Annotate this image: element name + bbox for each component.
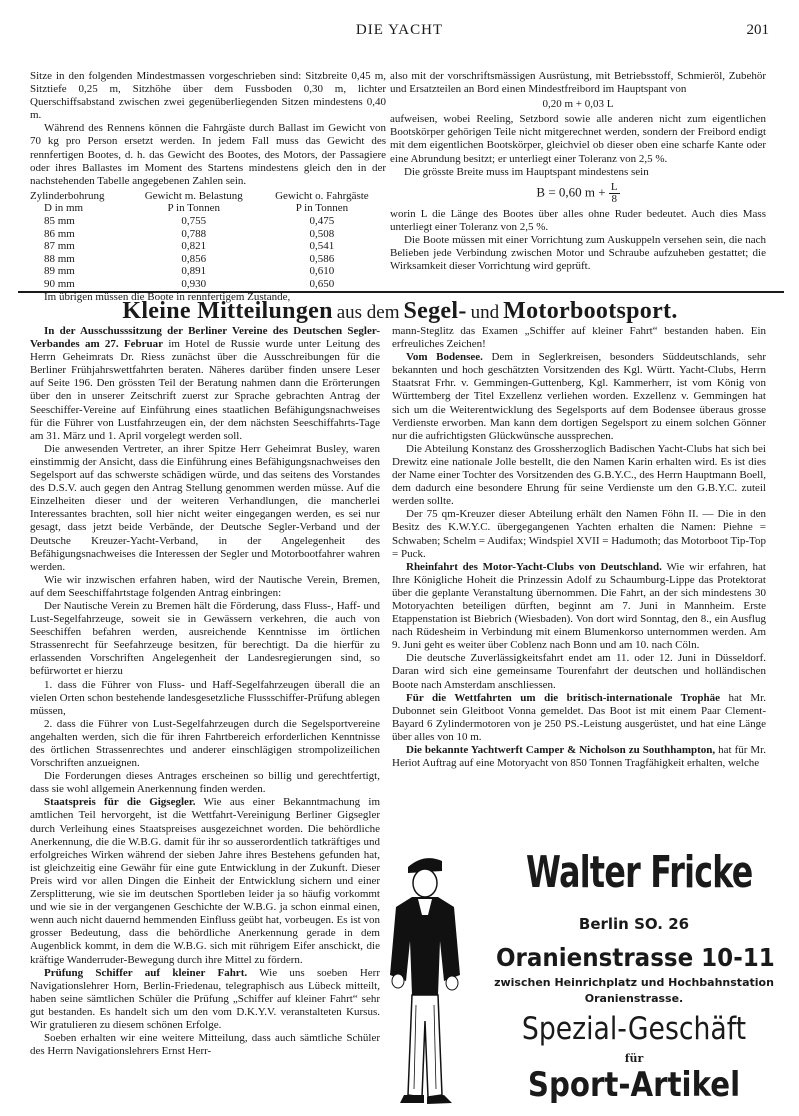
table-header-row [30,190,386,203]
table-cell: 0,586 [309,252,335,265]
paragraph: Die anwesenden Vertreter, an ihrer Spitze Herr Geheimrat Busley, waren einstimmig der Ansicht, dass die Einführung eines Befähigungsnachweises den Segelsport auf das schwerste schädigen würde, und das seitens des Vorstandes des D.S.V. auch gegen den Antrag Stellung genommen werden müsse. Auf die Einzelheiten dieser und der weiteren Verhandlungen, die mancherlei Interessantes brachten, soll hier nicht weiter eingegangen werden, es sei nur gesagt, dass jetzt beide Verbände, der Deutsche Segler-Verband und der Deutsche Kreuzer-Yacht-Verband, in der Angelegenheit des Befähigungsnachweises die Interessen der Segler und Motorbootfahrer wahren werden. [30,442,380,573]
paragraph-text: im Hotel de Russie wurde unter Leitung des Herrn Geheimrats Dr. Riess zunächst über die Ausschreibungen für die Berliner Frühjahrswettfahrten beraten. Näheres darüber finden unsere Leser auf Seite 196. Den grössten Teil der Beratung nahmen dann die Erörterungen über den in unserer Zeitschrift zuerst zur Sprache gebrachten Antrag der Seeschiffer-Vereine auf Einführung eines staatlichen Befähigungsnachweises für die Führer von Lustfahrzeugen ein, der dem nächsten Seeschiffahrts-Tage am 31. März und 1. April vorgelegt werden soll. [30,338,380,442]
weight-table [30,190,386,291]
paragraph: Wie wir inzwischen erfahren haben, wird der Nautische Verein, Bremen, auf dem Seeschiffahrtstage folgenden Antrag einbringen: [30,573,380,599]
paragraph: Während des Rennens können die Fahrgäste durch Ballast im Gewicht von 70 kg pro Person ersetzt werden. In jedem Fall muss das Gewicht des rennfertigen Bootes, d. h. das Gewicht des Bootes, des Motors, der Passagiere oder ihres Ballastes im Moment des Startens mindestens gleich den in der nachstehenden Tabelle angegebenen Zahlen sein. [30,122,386,187]
news-right-column [392,325,766,770]
table-row [30,278,386,291]
paragraph: Die Boote müssen mit einer Vorrichtung zum Auskuppeln versehen sein, die nach Belieben jede Verbindung zwischen Motor und Schraube aufzuheben gestattet; die Wirksamkeit dieser Vorrichtung wird geprüft. [390,233,766,273]
paragraph [392,692,766,744]
table-cell: 85 mm [44,215,75,228]
page-header [0,22,799,44]
advert-street: Oranienstrasse 10-11 [496,943,775,972]
paragraph: Die Forderungen dieses Antrages erscheinen so billig und gerechtfertigt, dass sie wohl allgemein Anerkennung finden werden. [30,770,380,796]
heading-part: Motorbootsport. [503,298,678,324]
paragraph-text: Wie uns soeben Herr Navigationslehrer Horn, Berlin-Friedenau, telegraphisch aus Lübeck mitteilt, haben seine sämtlichen Schüler die Prüfung „Schiffer auf kleiner Fahrt“ sehr gut bestanden. Es handelt sich um den vom D.K.Y.V. veranstalteten Kursus. Wir gratulieren zu diesem schönen Erfolge. [30,966,380,1031]
advert-goods: Sport-Artikel [527,1065,741,1105]
table-cell: 0,475 [309,215,335,228]
table-cell: 87 mm [44,240,75,253]
lead-in: In der Ausschusssitzung der Berliner Vereine des Deutschen Segler-Verbandes am 27. Februar [30,325,380,351]
paragraph: Die grösste Breite muss im Hauptspant mindestens sein [404,165,649,178]
advert-fuer: für [624,1052,644,1065]
paragraph-text: hat für Mr. Heriot Auftrag auf eine Motoryacht von 850 Tonnen Tragfähigkeit erhalten, welche [392,744,766,770]
advert-city: Berlin SO. 26 [578,915,690,933]
table-cell: 89 mm [44,265,75,278]
paragraph: Im übrigen müssen die Boote in rennfertigem Zustande, [44,290,291,303]
table-header: Gewicht m. Belastung [144,189,243,202]
advertisement [372,843,784,1116]
paragraph: Die deutsche Zuverlässigkeitsfahrt endet am 11. oder 12. Juni in Düsseldorf. Daran wird sich eine gemeinsame Tourenfahrt der deutschen und holländischen Boote nach Amsterdam anschliessen. [392,652,766,691]
section-heading [30,298,770,325]
table-cell: 0,856 [181,252,207,265]
paragraph: Sitze in den folgenden Mindestmassen vorgeschrieben sind: Sitzbreite 0,45 m, Sitztiefe 0,25 m, Sitzhöhe über dem Fussboden 0,30 m, lichter Querschiffsabstand zwischen zwei gegenüberliegenden Sitzen mindestens 0,40 m. [30,70,386,122]
lead-in: Vom Bodensee. [406,351,483,364]
paragraph: 2. dass die Führer von Lust-Segelfahrzeugen durch die Segelsportvereine angehalten werden, sich die für ihren Fahrtbereich erforderlichen Kenntnisse des örtlichen Strassenrechtes und anderer einschlägigen strompolizeilichen Vorschriften anzueignen. [30,717,380,770]
table-cell: 86 mm [44,227,75,240]
table-subheader-row [30,202,386,215]
paragraph-text: Dem in Seglerkreisen, besonders Süddeutschlands, sehr bekannten und hoch geschätzten Vorsitzenden des Kgl. Württ. Yacht-Clubs, Herrn Staatsrat Frhr. v. Gemmingen-Guttenberg, Kgl. Kammerherr, ist vom König von Württemberg der Titel Exzellenz verliehen worden. Exzellenz v. Gemmingen hat sich um die Weiterentwicklung des Segelsports auf dem Bodensee überaus grosse Verdienste erworben. Man kann dem dortigen Segelsport zu einem solchen Gönner nur die aufrichtigsten Glückwünsche aussprechen. [392,351,766,442]
table-subheader: P in Tonnen [295,202,349,215]
table-row [30,265,386,278]
table-header: Gewicht o. Fahrgäste [275,189,369,202]
paragraph: 1. dass die Führer von Fluss- und Haff-Segelfahrzeugen überall die an vielen Orten schon bestehende landesgesetzliche Flussschiffer-Prüfung ablegen müssen, [30,678,380,717]
table-cell: 0,650 [309,278,335,290]
table-cell: 0,508 [309,227,335,240]
table-row [30,253,386,266]
lead-in: Staatspreis für die Gigsegler. [44,796,196,809]
table-cell: 0,788 [181,227,207,240]
table-cell: 0,930 [181,278,207,290]
table-row [30,228,386,241]
paragraph-text: Wie wir erfahren, hat Ihre Königliche Hoheit die Prinzessin Adolf zu Schaumburg-Lippe das Protektorat über die geplante Veranstaltung übernommen. Die Fahrt, an der sich mindestens 30 Motoryachten beteiligen dürften, beginnt am 7. Juni in Mannheim. Erste Etappenstation ist Biebrich (Wiesbaden). Von dort wird Sonntag, den 8., ein Ausflug nach Rüdesheim in Verbindung mit einem Blumenkorso unternommen werden. Am 9. Juni geht es weiter über Coblenz nach Bonn und am 10. nach Cöln. [392,560,766,652]
paragraph [392,744,766,770]
advert-location-note: zwischen Heinrichplatz und Hochbahnstation Oranienstrasse. [494,976,774,1005]
paragraph [392,351,766,443]
lead-in: Prüfung Schiffer auf kleiner Fahrt. [44,966,248,979]
paragraph [30,325,380,443]
table-cell: 90 mm [44,278,75,290]
paragraph [30,796,380,966]
running-title: DIE YACHT [355,22,444,38]
heading-part: und [470,302,500,323]
paragraph: Soeben erhalten wir eine weitere Mitteilung, dass auch sämtliche Schüler des Herrn Navigationslehrers Ernst Herr- [30,1032,380,1058]
fraction-denominator: 8 [611,192,617,205]
top-left-column [30,70,386,304]
fraction [609,182,620,205]
paragraph: Der Nautische Verein zu Bremen hält die Förderung, dass Fluss-, Haff- und Lust-Segelfahrzeuge, soweit sie in Gewässern verkehren, die auch von Seeschiffen befahren werden, ausreichende Kenntnisse im örtlichen Strassenrecht für Seefahrzeuge besitzen, für berechtigt. Da die hierfür zu erlassenden Vorschriften Angelegenheit der Landesregierungen sind, so befürwortet er hierzu [30,599,380,678]
section-divider [18,291,784,293]
paragraph-text: hat Mr. Dubonnet sein Gleitboot Vonna gemeldet. Das Boot ist mit einem Paar Clement-Bayard 6 Zylindermotoren von je 250 PS.-Leistung ausgerüstet, und hat eine Länge über alles von 10 m. [392,691,766,743]
table-cell: 0,891 [181,265,207,278]
lead-in: Für die Wettfahrten um die britisch-internationale Trophäe [406,691,720,704]
paragraph [30,967,380,1032]
table-cell: 0,755 [181,215,207,228]
heading-part: Kleine Mitteilungen [122,298,333,324]
table-row [30,240,386,253]
news-left-column [30,325,380,1058]
table-cell: 88 mm [44,252,75,265]
lead-in: Rheinfahrt des Motor-Yacht-Clubs von Deutschland. [406,560,662,573]
heading-part: Segel- [403,298,467,324]
table-cell: 0,541 [309,240,335,253]
breadth-formula [390,182,766,205]
advert-name: Walter Fricke [526,847,753,898]
paragraph: Der 75 qm-Kreuzer dieser Abteilung erhält den Namen Föhn II. — Die in den Besitz des K.W.Y.C. übergegangenen Yachten erhalten die Namen: Piehne = Schwaben; Schelm = Audifax; Windspiel XVII = Hadumoth; das Motorboot Tip-Top = Puck. [392,508,766,560]
fraction-numerator: L [610,180,618,193]
top-right-column [390,70,766,273]
table-subheader: P in Tonnen [167,202,220,215]
table-row [30,215,386,228]
sportsman-illustration [372,845,484,1113]
paragraph: worin L die Länge des Bootes über alles ohne Ruder bedeutet. Auch dies Mass unterliegt einer Toleranz von 2,5 %. [390,207,766,233]
page-number: 201 [746,22,769,38]
table-header: Zylinderbohrung [30,189,105,202]
formula-left: B = 0,60 m + [536,184,606,200]
lead-in: Die bekannte Yachtwerft Camper & Nicholson zu Southhampton, [406,744,716,756]
table-cell: 0,610 [309,265,335,278]
freeboard-formula: 0,20 m + 0,03 L [542,98,614,111]
paragraph: Die Abteilung Konstanz des Grossherzoglich Badischen Yacht-Clubs hat sich bei Drewitz eine nationale Jolle bestellt, die den Namen Karin erhalten wird. Es ist dies der Name einer Tochter des Vorsitzenden des G.B.Y.C., des Herrn Hauptmann Boell, dem dadurch eine besondere Ehrung für seine Verdienste um den G.B.Y.C. zuteil werden sollte. [392,442,766,508]
table-subheader: D in mm [44,202,84,215]
heading-part: aus dem [336,302,400,323]
paragraph: aufweisen, wobei Reeling, Setzbord sowie alle anderen nicht zum eigentlichen Bootskörper gehörigen Teile nicht mitgerechnet werden, sondern der Freibord endigt mit dem eigentlichen Bootskörper, gleichviel ob dieser oben eine scharfe Kante oder eine Abrundung besitzt; er unterliegt einer Toleranz von 2,5 %. [390,113,766,165]
paragraph: mann-Steglitz das Examen „Schiffer auf kleiner Fahrt“ bestanden haben. Ein erfreuliches Zeichen! [392,325,766,351]
paragraph-text: Wie aus einer Bekanntmachung im amtlichen Teil hervorgeht, ist die Wettfahrt-Vereinigung Berliner Gigsegler durch Verleihung eines Staatspreises ausgezeichnet worden. Die behördliche Anerkennung, die die W.B.G. damit für ihr so ausserordentlich tatkräftiges und erfolgreiches Wirken während der sieben Jahre ihres Bestehens gefunden hat, ist gleichzeitig eine Gewähr für eine gute Entwicklung in der Zukunft. Dieser Preis wird vor allen Dingen die Einheit der Entwicklung sichern und einer Zersplitterung, wie sie im deutschen Sportleben leider ja so häufig vorkommt und wie sie in der vergangenen Geschichte der W.B.G. ja schon einmal einen, wenn auch nicht dauernd hemmenden Einfluss geübt hat, vorbeugen. Es ist von grosser Bedeutung, dass die behördliche Anerkennung gerade in dem Augenblick kommt, in dem die W.B.G. sich mit rührigem Eifer anschickt, die kräftige Wanderruder-Bewegung durch ihre Mittel zu fördern. [30,796,380,966]
table-cell: 0,821 [181,240,207,253]
paragraph: also mit der vorschriftsmässigen Ausrüstung, mit Betriebsstoff, Schmieröl, Zubehör und Ersatzteilen an Bord einen Mindestfreibord im Hauptspant von [390,70,766,96]
advert-shop: Spezial-Geschäft [521,1011,747,1047]
paragraph [392,561,766,653]
